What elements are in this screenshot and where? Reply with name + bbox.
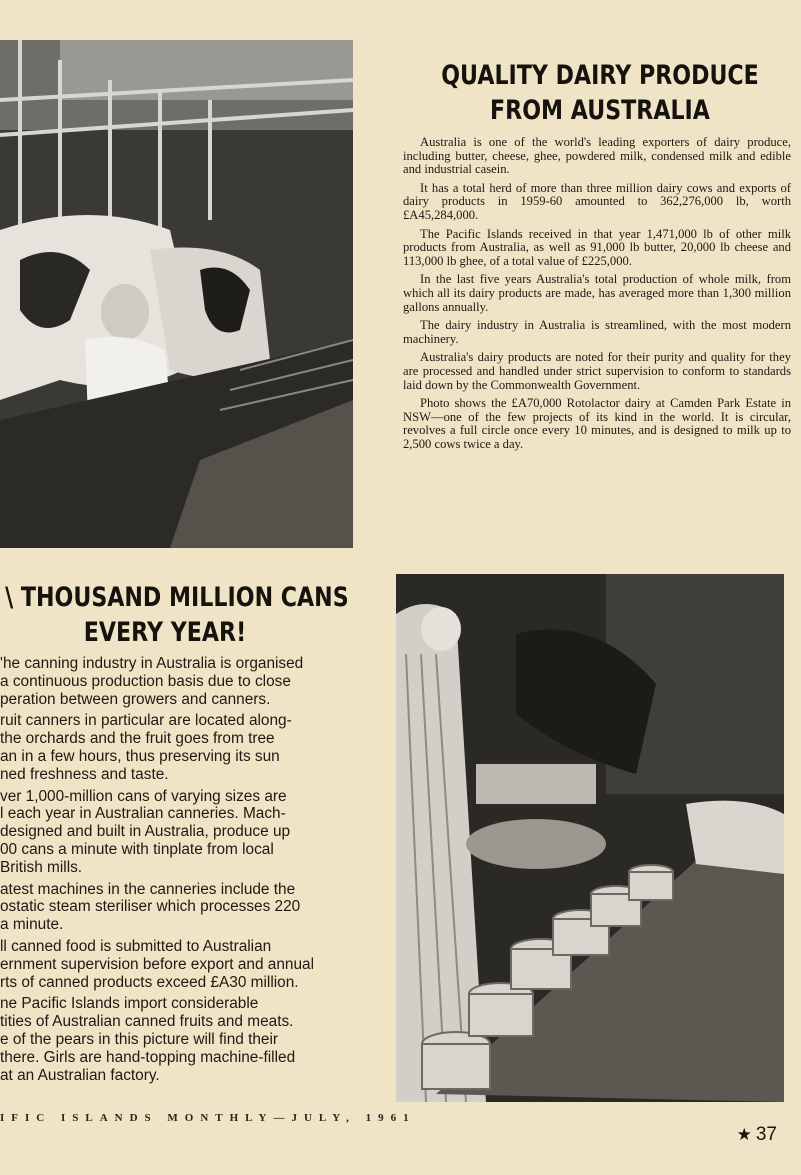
dairy-paragraph: It has a total herd of more than three million dairy cows and exports of dairy products in 1959-60 amounted to 362,276,000 lb, worth £A45,284,000. [403, 180, 791, 222]
dairy-article [403, 136, 791, 456]
star-icon: ★ [736, 1125, 752, 1144]
dairy-paragraph: In the last five years Australia's total production of whole milk, from which all its dairy products are made, has averaged more than 1,300 million gallons annually. [403, 272, 791, 314]
dairy-headline-line-2: FROM AUSTRALIA [490, 95, 710, 126]
dairy-paragraph: Australia's dairy products are noted for their purity and quality for they are processed and handled under strict supervision to conform to standards laid down by the Commonwealth Government. [403, 350, 791, 392]
cannery-photo [396, 574, 784, 1102]
cans-paragraph [0, 655, 352, 708]
cans-headline [5, 580, 349, 650]
page-number [737, 1124, 777, 1146]
cans-headline-line-1: \ THOUSAND MILLION CANS [5, 582, 349, 613]
cans-paragraph [0, 995, 352, 1084]
dairy-paragraph: Australia is one of the world's leading exporters of dairy produce, including butter, cheese, ghee, powdered milk, condensed milk and edible and industrial casein. [403, 135, 791, 177]
cans-text-line: 00 cans a minute with tinplate from local [0, 840, 274, 858]
cans-text-line: designed and built in Australia, produce up [0, 823, 291, 841]
cans-article [0, 655, 352, 1088]
cans-text-line: 'he canning industry in Australia is organised [0, 655, 304, 672]
cans-headline-line-2: EVERY YEAR! [83, 617, 247, 648]
cans-text-line: at an Australian factory. [0, 1066, 160, 1084]
dairy-paragraph: The dairy industry in Australia is streamlined, with the most modern machinery. [403, 318, 791, 346]
cans-text-line: the orchards and the fruit goes from tree [0, 730, 275, 748]
cans-text-line: ernment supervision before export and annual [0, 955, 314, 973]
page-number-value: 37 [755, 1124, 777, 1145]
cans-text-line: tities of Australian canned fruits and meats. [0, 1013, 294, 1031]
cans-paragraph [0, 712, 352, 783]
cans-text-line: there. Girls are hand-topping machine-filled [0, 1048, 296, 1066]
cans-text-line: atest machines in the canneries include the [0, 880, 296, 898]
dairy-headline [440, 58, 760, 128]
cans-text-line: ne Pacific Islands import considerable [0, 995, 259, 1013]
cans-text-line: l each year in Australian canneries. Mach- [0, 805, 286, 823]
cans-text-line: ned freshness and taste. [0, 765, 169, 783]
dairy-headline-line-1: QUALITY DAIRY PRODUCE [441, 60, 759, 91]
cans-text-line: ruit canners in particular are located along- [0, 712, 292, 730]
dairy-paragraph: The Pacific Islands received in that year 1,471,000 lb of other milk products from Australia, as well as 91,000 lb butter, 20,000 lb cheese and 113,000 lb ghee, of a total value of £225,000. [403, 226, 791, 268]
cans-paragraph [0, 881, 352, 934]
cans-text-line: e of the pears in this picture will find their [0, 1030, 279, 1048]
dairy-paragraph: Photo shows the £A70,000 Rotolactor dairy at Camden Park Estate in NSW—one of the few projects of its kind in the world. It is circular, revolves a full circle once every 10 minutes, and is designed to milk up to 2,500 cows twice a day. [403, 396, 791, 451]
cans-text-line: an in a few hours, thus preserving its sun [0, 747, 280, 765]
cans-text-line: rts of canned products exceed £A30 million. [0, 973, 299, 991]
cans-text-line: ll canned food is submitted to Australian [0, 937, 272, 955]
masthead-footer: IFIC ISLANDS MONTHLY—JULY, 1961 [0, 1112, 416, 1124]
dairy-photo [0, 40, 353, 548]
cans-text-line: peration between growers and canners. [0, 690, 271, 708]
cans-text-line: British mills. [0, 858, 83, 876]
cans-text-line: a minute. [0, 916, 64, 934]
cans-text-line: ver 1,000-million cans of varying sizes are [0, 787, 287, 805]
cans-paragraph [0, 788, 352, 877]
cans-paragraph [0, 938, 352, 991]
cans-text-line: ostatic steam steriliser which processes 220 [0, 898, 301, 916]
cans-text-line: a continuous production basis due to close [0, 672, 291, 690]
